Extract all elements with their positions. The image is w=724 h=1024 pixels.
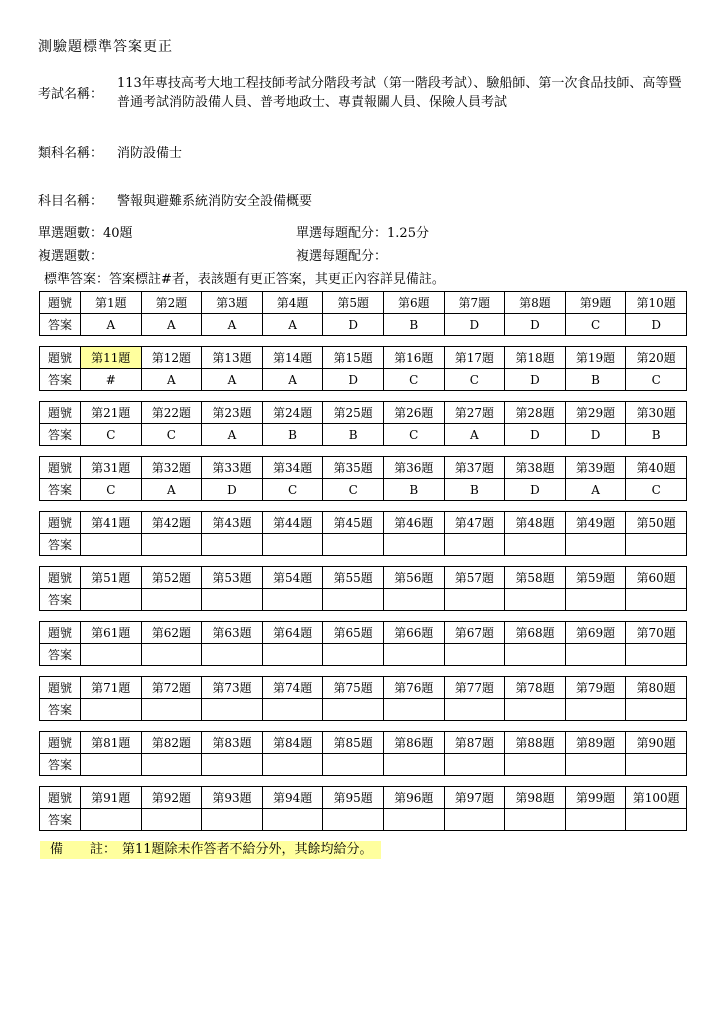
exam-name-label: 考試名稱：: [38, 87, 104, 102]
question-number-cell: 第35題: [323, 457, 384, 479]
answer-cell: D: [626, 314, 687, 336]
question-number-cell: 第97題: [444, 787, 505, 809]
question-row: [40, 457, 687, 479]
answer-cell: [141, 589, 202, 611]
answer-row: [40, 589, 687, 611]
question-number-cell: 第32題: [141, 457, 202, 479]
question-number-cell: 第98題: [505, 787, 566, 809]
answer-cell: [565, 754, 626, 776]
question-number-cell: 第74題: [262, 677, 323, 699]
answer-cell: A: [262, 369, 323, 391]
answer-cell: [262, 534, 323, 556]
question-number-cell: 第10題: [626, 292, 687, 314]
question-number-cell: 第57題: [444, 567, 505, 589]
question-number-cell: 第59題: [565, 567, 626, 589]
answer-cell: [202, 699, 263, 721]
question-number-cell: 第39題: [565, 457, 626, 479]
question-row: [40, 732, 687, 754]
question-number-cell: 第60題: [626, 567, 687, 589]
question-number-cell: 第5題: [323, 292, 384, 314]
answer-cell: [383, 809, 444, 831]
question-row: [40, 622, 687, 644]
answer-cell: [81, 644, 142, 666]
question-number-cell: 第8題: [505, 292, 566, 314]
question-number-cell: 第78題: [505, 677, 566, 699]
answer-cell: C: [565, 314, 626, 336]
answer-cell: [505, 589, 566, 611]
question-number-cell: 第34題: [262, 457, 323, 479]
answer-row-header: 答案: [40, 809, 81, 831]
answer-table: [39, 566, 687, 611]
answer-cell: [141, 534, 202, 556]
question-number-cell: 第66題: [383, 622, 444, 644]
question-number-cell: 第64題: [262, 622, 323, 644]
question-row-header: 題號: [40, 292, 81, 314]
answer-row: [40, 424, 687, 446]
question-row-header: 題號: [40, 457, 81, 479]
single-score-value: 1.25分: [387, 226, 429, 241]
answer-cell: [383, 699, 444, 721]
question-number-cell: 第19題: [565, 347, 626, 369]
answer-cell: [565, 809, 626, 831]
question-number-cell: 第61題: [81, 622, 142, 644]
question-number-cell: 第21題: [81, 402, 142, 424]
answer-table: [39, 676, 687, 721]
question-number-cell: 第4題: [262, 292, 323, 314]
answer-table: [39, 731, 687, 776]
answer-row: [40, 699, 687, 721]
answer-cell: [202, 644, 263, 666]
question-number-cell: 第37題: [444, 457, 505, 479]
question-number-cell: 第31題: [81, 457, 142, 479]
question-number-cell: 第54題: [262, 567, 323, 589]
question-number-cell: 第47題: [444, 512, 505, 534]
answer-row-header: 答案: [40, 589, 81, 611]
answer-row-header: 答案: [40, 479, 81, 501]
answer-cell: C: [141, 424, 202, 446]
question-number-cell: 第84題: [262, 732, 323, 754]
question-number-cell: 第55題: [323, 567, 384, 589]
question-number-cell: 第7題: [444, 292, 505, 314]
question-number-cell: 第90題: [626, 732, 687, 754]
answer-cell: A: [141, 479, 202, 501]
question-number-cell: 第68題: [505, 622, 566, 644]
answer-cell: [565, 534, 626, 556]
answer-cell: D: [323, 369, 384, 391]
answer-cell: A: [444, 424, 505, 446]
answer-cell: [323, 589, 384, 611]
question-number-cell: 第15題: [323, 347, 384, 369]
answer-cell: D: [202, 479, 263, 501]
answer-cell: [444, 754, 505, 776]
answer-table: [39, 621, 687, 666]
answer-cell: [323, 644, 384, 666]
question-number-cell: 第73題: [202, 677, 263, 699]
answer-row-header: 答案: [40, 699, 81, 721]
answer-cell: [141, 754, 202, 776]
question-number-cell: 第69題: [565, 622, 626, 644]
answer-cell: B: [565, 369, 626, 391]
question-number-cell: 第23題: [202, 402, 263, 424]
subject-label: 科目名稱：: [38, 194, 104, 209]
answer-cell: C: [323, 479, 384, 501]
answer-note: 標準答案：答案標註#者，表該題有更正答案，其更正內容詳見備註。: [44, 272, 445, 287]
answer-cell: [444, 699, 505, 721]
question-number-cell: 第49題: [565, 512, 626, 534]
question-number-cell: 第33題: [202, 457, 263, 479]
category-line: [38, 142, 182, 161]
answer-cell: [323, 699, 384, 721]
answer-cell: B: [262, 424, 323, 446]
answer-cell: [626, 754, 687, 776]
question-number-cell: 第76題: [383, 677, 444, 699]
question-number-cell: 第91題: [81, 787, 142, 809]
question-number-cell: 第1題: [81, 292, 142, 314]
answer-cell: C: [444, 369, 505, 391]
question-number-cell: 第13題: [202, 347, 263, 369]
question-number-cell: 第58題: [505, 567, 566, 589]
answer-table: [39, 346, 687, 391]
single-count-value: 40題: [103, 226, 133, 241]
question-row-header: 題號: [40, 402, 81, 424]
answer-cell: [323, 809, 384, 831]
answer-cell: A: [141, 369, 202, 391]
answer-cell: C: [81, 424, 142, 446]
answer-cell: D: [444, 314, 505, 336]
answer-cell: D: [505, 424, 566, 446]
question-number-cell: 第36題: [383, 457, 444, 479]
question-number-cell: 第86題: [383, 732, 444, 754]
exam-name: 113年專技高考大地工程技師考試分階段考試（第一階段考試）、驗船師、第一次食品技師、高等暨普通考試消防設備人員、普考地政士、專責報關人員、保險人員考試: [117, 76, 682, 110]
question-number-cell: 第41題: [81, 512, 142, 534]
answer-row: [40, 644, 687, 666]
question-number-cell: 第75題: [323, 677, 384, 699]
question-number-cell: 第9題: [565, 292, 626, 314]
answer-cell: C: [626, 369, 687, 391]
answer-row: [40, 809, 687, 831]
question-number-cell: 第70題: [626, 622, 687, 644]
answer-cell: D: [323, 314, 384, 336]
question-row-header: 題號: [40, 567, 81, 589]
question-number-cell: 第11題: [81, 347, 142, 369]
answer-cell: [383, 589, 444, 611]
answer-cell: C: [383, 369, 444, 391]
answer-cell: [383, 754, 444, 776]
answer-cell: [141, 809, 202, 831]
question-number-cell: 第89題: [565, 732, 626, 754]
question-row: [40, 677, 687, 699]
question-row-header: 題號: [40, 787, 81, 809]
multi-count-label: 複選題數：: [38, 249, 104, 264]
question-number-cell: 第29題: [565, 402, 626, 424]
question-number-cell: 第92題: [141, 787, 202, 809]
answer-cell: B: [444, 479, 505, 501]
question-number-cell: 第72題: [141, 677, 202, 699]
answer-cell: [262, 754, 323, 776]
answer-cell: B: [323, 424, 384, 446]
question-number-cell: 第96題: [383, 787, 444, 809]
answer-cell: [81, 589, 142, 611]
answer-row: [40, 754, 687, 776]
question-number-cell: 第93題: [202, 787, 263, 809]
question-number-cell: 第85題: [323, 732, 384, 754]
answer-cell: C: [383, 424, 444, 446]
answer-row-header: 答案: [40, 314, 81, 336]
answer-row: [40, 314, 687, 336]
question-row: [40, 292, 687, 314]
answer-cell: [262, 644, 323, 666]
question-number-cell: 第65題: [323, 622, 384, 644]
answer-cell: [444, 809, 505, 831]
answer-cell: [626, 809, 687, 831]
question-number-cell: 第94題: [262, 787, 323, 809]
question-number-cell: 第17題: [444, 347, 505, 369]
category-label: 類科名稱：: [38, 146, 104, 161]
answer-row-header: 答案: [40, 644, 81, 666]
answer-cell: [626, 699, 687, 721]
question-number-cell: 第2題: [141, 292, 202, 314]
answer-cell: C: [626, 479, 687, 501]
answer-table: [39, 786, 687, 831]
answer-cell: [141, 699, 202, 721]
remark-label-1: 備: [50, 842, 64, 857]
answer-cell: [444, 534, 505, 556]
remark: [40, 841, 381, 859]
answer-row-header: 答案: [40, 754, 81, 776]
answer-cell: [505, 534, 566, 556]
single-score-label: 單選每題配分：: [296, 226, 388, 241]
answer-cell: [262, 809, 323, 831]
question-row: [40, 787, 687, 809]
answer-table: [39, 511, 687, 556]
answer-cell: #: [81, 369, 142, 391]
question-number-cell: 第99題: [565, 787, 626, 809]
question-number-cell: 第95題: [323, 787, 384, 809]
question-number-cell: 第25題: [323, 402, 384, 424]
answer-cell: B: [383, 314, 444, 336]
answer-cell: [202, 809, 263, 831]
question-number-cell: 第46題: [383, 512, 444, 534]
answer-cell: [81, 809, 142, 831]
question-number-cell: 第26題: [383, 402, 444, 424]
question-number-cell: 第22題: [141, 402, 202, 424]
answer-row-header: 答案: [40, 534, 81, 556]
question-number-cell: 第6題: [383, 292, 444, 314]
question-number-cell: 第82題: [141, 732, 202, 754]
question-number-cell: 第16題: [383, 347, 444, 369]
question-number-cell: 第40題: [626, 457, 687, 479]
question-number-cell: 第27題: [444, 402, 505, 424]
answer-cell: [81, 754, 142, 776]
question-number-cell: 第53題: [202, 567, 263, 589]
answer-table: [39, 456, 687, 501]
question-number-cell: 第38題: [505, 457, 566, 479]
answer-row-header: 答案: [40, 424, 81, 446]
answer-cell: A: [141, 314, 202, 336]
question-number-cell: 第20題: [626, 347, 687, 369]
answer-cell: [565, 644, 626, 666]
question-number-cell: 第81題: [81, 732, 142, 754]
answer-cell: [202, 534, 263, 556]
answer-cell: [81, 534, 142, 556]
question-number-cell: 第30題: [626, 402, 687, 424]
single-count-label: 單選題數：: [38, 226, 104, 241]
category-value: 消防設備士: [117, 146, 183, 161]
answer-cell: [626, 589, 687, 611]
question-number-cell: 第63題: [202, 622, 263, 644]
answer-cell: D: [505, 369, 566, 391]
question-number-cell: 第71題: [81, 677, 142, 699]
question-number-cell: 第88題: [505, 732, 566, 754]
answer-cell: [262, 699, 323, 721]
answer-cell: C: [81, 479, 142, 501]
answer-cell: A: [565, 479, 626, 501]
question-number-cell: 第18題: [505, 347, 566, 369]
remark-text: 第11題除未作答者不給分外，其餘均給分。: [122, 842, 373, 857]
question-number-cell: 第3題: [202, 292, 263, 314]
multi-score-label: 複選每題配分：: [296, 249, 388, 264]
answer-cell: [565, 699, 626, 721]
answer-cell: D: [505, 479, 566, 501]
answer-cell: [383, 534, 444, 556]
answer-cell: [505, 754, 566, 776]
subject-line: [38, 190, 312, 209]
answer-cell: A: [202, 424, 263, 446]
question-row-header: 題號: [40, 512, 81, 534]
question-number-cell: 第62題: [141, 622, 202, 644]
multi-score: [296, 245, 387, 264]
question-number-cell: 第80題: [626, 677, 687, 699]
answer-cell: [626, 644, 687, 666]
question-row-header: 題號: [40, 732, 81, 754]
answer-cell: [505, 699, 566, 721]
question-row-header: 題號: [40, 622, 81, 644]
answer-cell: A: [81, 314, 142, 336]
answer-cell: [202, 589, 263, 611]
single-count: [38, 222, 133, 241]
question-row: [40, 347, 687, 369]
question-number-cell: 第28題: [505, 402, 566, 424]
answer-cell: [323, 534, 384, 556]
answer-row: [40, 369, 687, 391]
question-row: [40, 402, 687, 424]
answer-cell: [262, 589, 323, 611]
answer-cell: [565, 589, 626, 611]
question-number-cell: 第12題: [141, 347, 202, 369]
question-number-cell: 第52題: [141, 567, 202, 589]
remark-label-2: 註：: [90, 842, 117, 857]
question-number-cell: 第51題: [81, 567, 142, 589]
answer-cell: D: [565, 424, 626, 446]
question-row: [40, 567, 687, 589]
question-number-cell: 第83題: [202, 732, 263, 754]
question-number-cell: 第67題: [444, 622, 505, 644]
question-number-cell: 第24題: [262, 402, 323, 424]
question-number-cell: 第87題: [444, 732, 505, 754]
answer-cell: B: [383, 479, 444, 501]
answer-cell: [505, 809, 566, 831]
answer-row: [40, 534, 687, 556]
question-number-cell: 第48題: [505, 512, 566, 534]
answer-row: [40, 479, 687, 501]
question-number-cell: 第43題: [202, 512, 263, 534]
single-score: [296, 222, 429, 241]
answer-cell: [505, 644, 566, 666]
answer-cell: [444, 589, 505, 611]
question-number-cell: 第44題: [262, 512, 323, 534]
answer-table: [39, 401, 687, 446]
answer-cell: A: [262, 314, 323, 336]
answer-cell: A: [202, 314, 263, 336]
question-row-header: 題號: [40, 347, 81, 369]
question-number-cell: 第50題: [626, 512, 687, 534]
answer-cell: [141, 644, 202, 666]
question-number-cell: 第45題: [323, 512, 384, 534]
question-number-cell: 第77題: [444, 677, 505, 699]
answer-table: [39, 291, 687, 336]
question-number-cell: 第42題: [141, 512, 202, 534]
answer-cell: [202, 754, 263, 776]
answer-cell: D: [505, 314, 566, 336]
answer-cell: C: [262, 479, 323, 501]
answer-row-header: 答案: [40, 369, 81, 391]
answer-cell: B: [626, 424, 687, 446]
question-number-cell: 第100題: [626, 787, 687, 809]
answer-cell: A: [202, 369, 263, 391]
answer-cell: [323, 754, 384, 776]
question-number-cell: 第56題: [383, 567, 444, 589]
multi-count: [38, 245, 103, 264]
question-row-header: 題號: [40, 677, 81, 699]
subject-value: 警報與避難系統消防安全設備概要: [117, 194, 313, 209]
question-row: [40, 512, 687, 534]
answer-cell: [81, 699, 142, 721]
page-title: 測驗題標準答案更正: [38, 39, 173, 55]
answer-cell: [444, 644, 505, 666]
answer-cell: [626, 534, 687, 556]
question-number-cell: 第14題: [262, 347, 323, 369]
question-number-cell: 第79題: [565, 677, 626, 699]
answer-cell: [383, 644, 444, 666]
